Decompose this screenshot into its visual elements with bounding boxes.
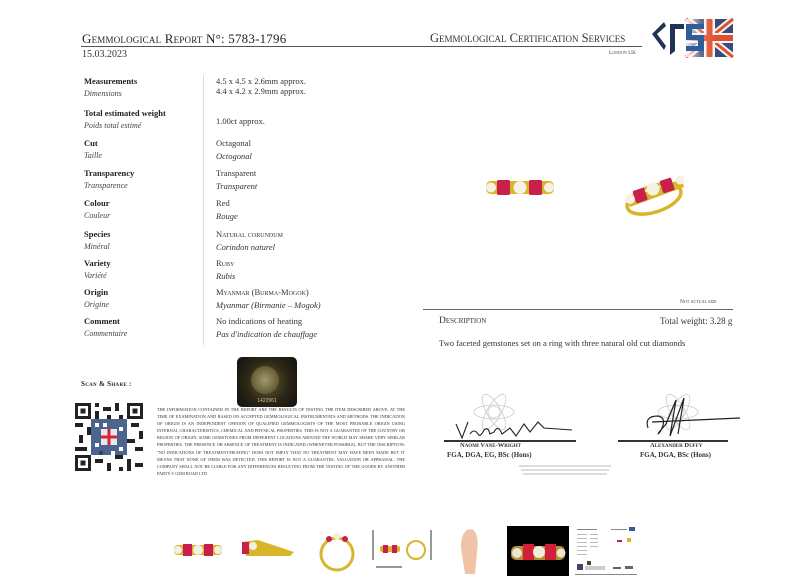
thumb-ring-on-hand[interactable] [455, 526, 485, 576]
property-value: Ruby [216, 258, 235, 268]
ring-photo-angle-view [622, 165, 688, 217]
property-value-fr: Octogonal [216, 151, 252, 161]
header-divider [81, 46, 426, 47]
signatory-qualifications: FGA, DGA, BSc (Hons) [640, 451, 711, 459]
signatory-name: Naomi Vane-Wright [460, 442, 521, 449]
thumb-ring-black-background[interactable] [507, 526, 569, 576]
property-value-secondary: 4.4 x 4.2 x 2.9mm approx. [216, 86, 306, 96]
description-heading: Description [439, 316, 487, 326]
property-value: Octagonal [216, 138, 251, 148]
property-label-fr: Transparence [84, 181, 128, 190]
property-label-fr: Minéral [84, 242, 110, 251]
signatory-2 [618, 390, 748, 460]
property-label-fr: Couleur [84, 211, 111, 220]
signatory-1 [442, 390, 592, 460]
property-label-fr: Taille [84, 151, 102, 160]
property-label: Total estimated weight [84, 108, 166, 118]
property-label-fr: Commentaire [84, 329, 128, 338]
thumb-ring-side[interactable] [238, 526, 296, 576]
property-value-fr: Corindon naturel [216, 242, 275, 252]
property-value-fr: Transparent [216, 181, 258, 191]
signatory-qualifications: FGA, DGA, EG, BSc (Hons) [447, 451, 532, 459]
hologram-seal-icon [251, 366, 279, 394]
property-label-fr: Dimensions [84, 89, 122, 98]
property-value: Natural corundum [216, 229, 283, 239]
description-text: Two faceted gemstones set on a ring with three natural old cut diamonds [439, 338, 686, 348]
report-date: 15.03.2023 [82, 49, 127, 60]
property-value: No indications of heating [216, 316, 303, 326]
property-value: 4.5 x 4.5 x 2.6mm approx. [216, 76, 306, 86]
property-value-fr: Rouge [216, 211, 238, 221]
company-name: Gemmological Certification Services [430, 31, 626, 45]
thumb-ring-profile[interactable] [315, 526, 359, 576]
total-weight: Total weight: 3.28 g [660, 316, 733, 326]
signature-fineprint [515, 464, 615, 477]
property-value: Myanmar (Burma-Mogok) [216, 287, 309, 297]
not-actual-size-label: Not actual size [680, 299, 717, 305]
description-divider [423, 309, 733, 310]
gcs-logo [648, 18, 734, 58]
property-label-fr: Variété [84, 271, 107, 280]
thumb-certificate[interactable] [575, 526, 637, 576]
thumb-ring-front[interactable] [170, 526, 226, 576]
security-hologram [237, 357, 297, 407]
ring-photo-top-view [484, 176, 556, 198]
property-label: Comment [84, 316, 120, 326]
hologram-number: 1422961 [257, 398, 277, 404]
property-label: Measurements [84, 76, 138, 86]
property-label-fr: Origine [84, 300, 109, 309]
property-label: Cut [84, 138, 98, 148]
disclaimer-text: THE INFORMATION CONTAINED IN THE REPORT ARE THE RESULTS OF TESTING THE ITEM DESCRIBED ABOVE, AT THE TIME OF EXAMINATION AND BASED ON ACCEPTED GEMMOLOGICAL INSTRUMENTATS AND METHODS. THE INDICATION OF ORIGIN IS AN INDEPENDENT OPINION OF QUALIFIED GEMMOLOGISTS OF THE MOST PROBABLE ORIGIN USING INTERNAL CHARACTERISTICS, CHEMICAL AND PHYSICAL PROPERTIES. THIS IS NOT A GUARANTEE OF THE COUNTRY OR REGION OF ORIGIN. SOME GEMSTONES FROM DIFFERENT LOCATIONS AROUND THE WORLD MAY SHARE VERY SIMILAR PROPERTIES. THE PRESENCE OR ABSENCE OF TREATMENT IS INDICATED (WHENEVER POSSIBLE), BUT THE INSCRIPTION: "NO INDICATIONS OF TREATMENT/HEATING" DOES NOT IMPLY THAT NO TREATMENT MAY HAVE BEEN MADE BUT IT MEANS THAT NONE OF THEM WAS DETECTED. THIS REPORT IS NOT A GUARANTEE, VALUATION OR APPRAISAL. THE COMPANY SHALL NOT BE LIABLE FOR ANY DIFFERENCES RESULTING FROM THE TESTING OF THE GOODS BY ANOTHER PARTY.© GEM ROAD LTD [157, 407, 405, 476]
company-divider [424, 46, 642, 47]
company-location: London UK [609, 50, 637, 56]
property-label: Species [84, 229, 111, 239]
signature-alexander [642, 394, 742, 440]
property-value-fr: Pas d'indication de chauffage [216, 329, 318, 339]
property-value-fr: Rubis [216, 271, 236, 281]
property-label: Origin [84, 287, 109, 297]
signature-naomi [454, 418, 574, 442]
thumb-ring-dimensions[interactable] [372, 526, 434, 576]
flag-emblem-icon [101, 429, 117, 445]
report-title: Gemmological Report N°: 5783-1796 [82, 31, 287, 46]
property-label: Transparency [84, 168, 135, 178]
property-value: 1.00ct approx. [216, 116, 265, 126]
scan-share-label: Scan & Share : [81, 380, 132, 388]
property-label: Colour [84, 198, 110, 208]
property-value: Transparent [216, 168, 257, 178]
property-label: Variety [84, 258, 111, 268]
property-label-fr: Poids total estimé [84, 121, 142, 130]
column-divider [203, 75, 204, 345]
property-value-fr: Myanmar (Birmanie – Mogok) [216, 300, 321, 310]
signatory-name: Alexander Duffy [650, 442, 703, 449]
qr-code[interactable] [75, 403, 143, 471]
property-value: Red [216, 198, 230, 208]
